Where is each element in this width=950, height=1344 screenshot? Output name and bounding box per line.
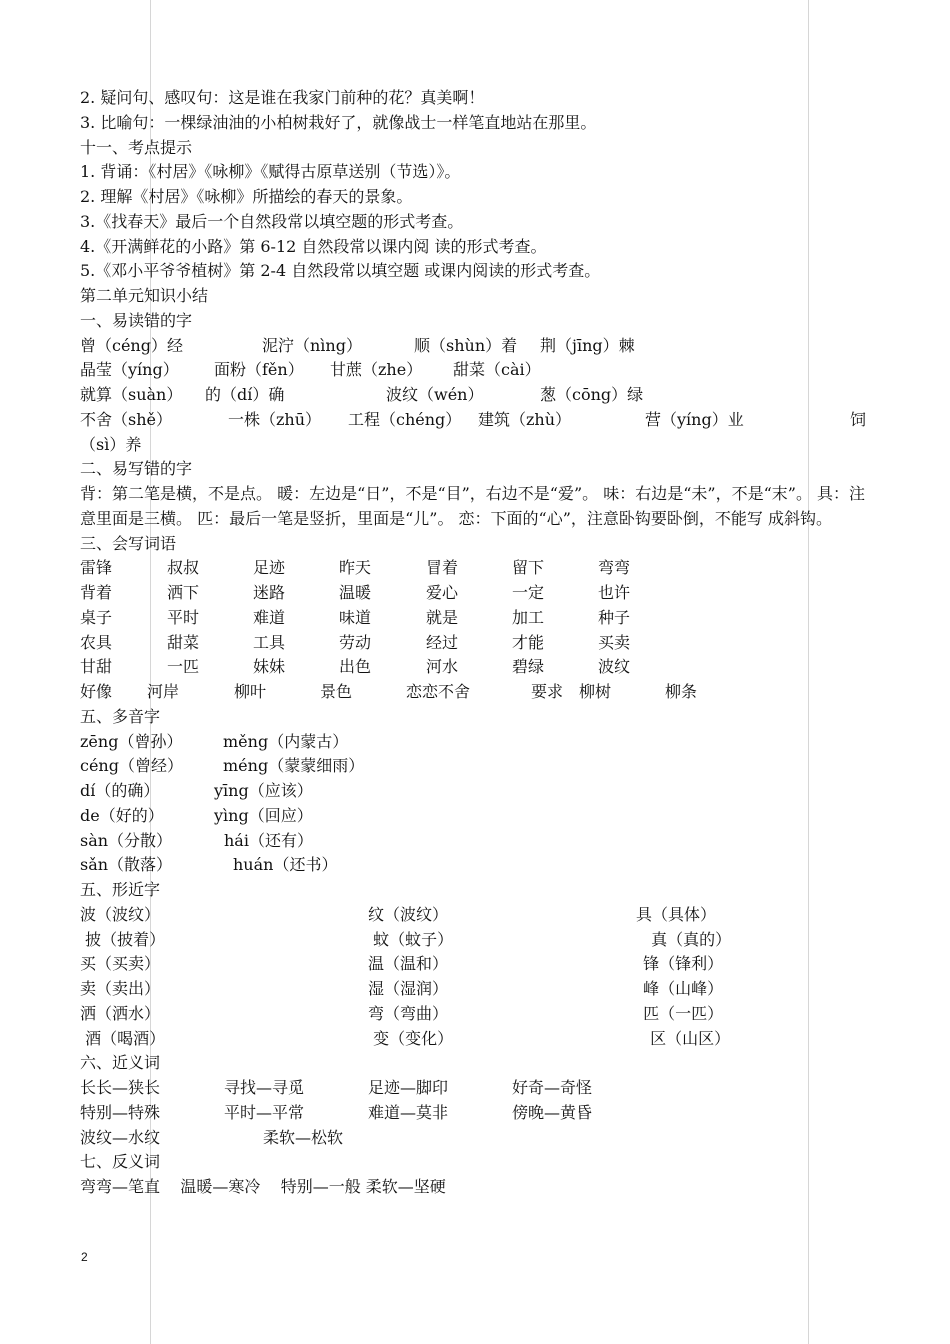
synonym-pair: 难道—莫非	[368, 1102, 449, 1122]
shape-item: 洒（洒水）	[80, 1003, 161, 1023]
words-row	[80, 606, 880, 631]
read-item: 一株（zhū）	[228, 409, 322, 429]
poly-row	[80, 779, 880, 804]
word: 出色	[339, 657, 372, 677]
text-line: 2. 疑问句、感叹句：这是谁在我家门前种的花？真美啊！	[80, 88, 485, 107]
synonym-pair: 好奇—奇怪	[512, 1078, 593, 1097]
page-number: 2	[81, 1250, 88, 1264]
word: 弯弯	[598, 558, 631, 578]
word: 加工	[512, 607, 545, 627]
word: 温暖	[339, 583, 372, 602]
word: 昨天	[339, 558, 372, 578]
poly-row	[80, 754, 880, 779]
word: 好像	[80, 682, 113, 701]
word: 柳树	[579, 682, 612, 701]
word: 劳动	[339, 632, 372, 652]
word: 恋恋不舍	[406, 682, 471, 701]
read-item: 工程（chéng）	[348, 409, 462, 429]
word: 雷锋	[80, 558, 113, 578]
shape-item: 弯（弯曲）	[368, 1003, 449, 1023]
poly-item: sǎn（散落）	[80, 855, 173, 875]
word: 难道	[253, 607, 286, 627]
read-item: 晶莹（yíng）	[80, 360, 179, 380]
shape-item: 锋（锋利）	[638, 954, 724, 974]
read-item: 葱（cōng）绿	[540, 385, 644, 404]
synonym-pair: 波纹—水纹	[80, 1127, 161, 1147]
word: 背着	[80, 583, 113, 602]
section-heading: 五、多音字	[80, 706, 161, 726]
synonym-row	[80, 1126, 880, 1151]
poly-item: hái（还有）	[224, 830, 313, 850]
text-line: 1. 背诵：《村居》《咏柳》《赋得古原草送别（节选）》。	[80, 162, 461, 182]
read-item: 曾（céng）经	[80, 335, 183, 355]
shape-item: 真（真的）	[646, 929, 732, 949]
read-item: 甜菜（cài）	[453, 360, 541, 380]
word: 买卖	[598, 632, 631, 652]
synonym-pair: 足迹—脚印	[368, 1078, 449, 1097]
read-item: 不舍（shě）	[80, 409, 172, 429]
word: 桌子	[80, 607, 113, 627]
synonym-pair: 长长—狭长	[80, 1078, 161, 1097]
section-heading: 七、反义词	[80, 1152, 161, 1172]
word: 景色	[320, 682, 353, 701]
words-row	[80, 655, 880, 680]
word: 也许	[598, 583, 631, 602]
unit-heading: 第二单元知识小结	[80, 286, 209, 305]
word: 爱心	[426, 583, 459, 602]
document-body	[80, 86, 880, 1200]
shape-item: 酒（喝酒）	[80, 1028, 166, 1048]
shape-row	[80, 1002, 880, 1027]
word: 种子	[598, 607, 631, 627]
synonym-row	[80, 1101, 880, 1126]
antonym-row: 弯弯—笔直 温暖—寒冷 特别—一般 柔软—坚硬	[80, 1177, 446, 1196]
read-item: 波纹（wén）	[386, 385, 484, 404]
shape-item: 匹（一匹）	[638, 1003, 724, 1023]
read-row	[80, 334, 880, 359]
text-line: 3.《找春天》最后一个自然段常以填空题的形式考查。	[80, 211, 464, 231]
words-row	[80, 631, 880, 656]
word: 才能	[512, 632, 545, 652]
word: 要求	[531, 682, 564, 701]
word: 河水	[426, 657, 459, 677]
poly-item: huán（还书）	[233, 855, 338, 875]
paragraph: 背：第二笔是横，不是点。 暖：左边是“日”，不是“目”，右边不是“爱”。 味：右边是“未”，不是“末”。 具：注意里面是三横。 匹：最后一笔是竖折，里面是“儿”。 恋：下面的“心”，注意卧钩要卧倒，不能写 成斜钩。	[80, 484, 866, 528]
read-row	[80, 408, 880, 433]
read-row-tail: （sì）养	[80, 434, 142, 454]
shape-item: 蚊（蚊子）	[368, 929, 454, 949]
shape-item: 湿（湿润）	[368, 979, 449, 998]
section-heading: 十一、考点提示	[80, 137, 193, 157]
shape-item: 具（具体）	[636, 904, 717, 924]
shape-row	[80, 1027, 880, 1052]
word: 碧绿	[512, 657, 545, 677]
shape-row	[80, 928, 880, 953]
synonym-pair: 平时—平常	[224, 1102, 305, 1122]
synonym-row	[80, 1076, 880, 1101]
shape-row	[80, 977, 880, 1002]
word: 留下	[512, 558, 545, 578]
shape-item: 峰（山峰）	[638, 979, 724, 998]
shape-item: 变（变化）	[368, 1028, 454, 1048]
synonym-pair: 寻找—寻觅	[224, 1078, 305, 1097]
synonym-pair: 柔软—松软	[263, 1127, 344, 1147]
text-line: 4.《开满鲜花的小路》第 6-12 自然段常以课内阅 读的形式考查。	[80, 236, 547, 256]
word: 洒下	[167, 583, 200, 602]
poly-row	[80, 853, 880, 878]
poly-row	[80, 804, 880, 829]
shape-item: 披（披着）	[80, 929, 166, 949]
shape-item: 买（买卖）	[80, 954, 161, 974]
read-item: 就算（suàn）	[80, 385, 183, 404]
word: 河岸	[147, 682, 180, 701]
poly-row	[80, 730, 880, 755]
synonym-pair: 特别—特殊	[80, 1102, 161, 1122]
poly-item: měng（内蒙古）	[223, 731, 349, 751]
words-row	[80, 680, 880, 705]
word: 经过	[426, 632, 459, 652]
poly-item: zēng（曾孙）	[80, 731, 183, 751]
word: 一匹	[167, 657, 200, 677]
read-item: 甘蔗（zhe）	[330, 360, 423, 380]
poly-item: sàn（分散）	[80, 830, 173, 850]
word: 工具	[253, 632, 286, 652]
poly-item: méng（蒙蒙细雨）	[223, 756, 365, 776]
read-item: 顺（shùn）着	[414, 335, 518, 355]
section-heading: 二、易写错的字	[80, 459, 193, 479]
word: 冒着	[426, 558, 459, 578]
poly-item: yìng（回应）	[214, 805, 313, 825]
read-row	[80, 358, 880, 383]
words-row	[80, 581, 880, 606]
read-item: 泥泞（nìng）	[262, 335, 362, 355]
read-item: 面粉（fěn）	[214, 360, 304, 380]
word: 平时	[167, 607, 200, 627]
text-line: 3. 比喻句：一棵绿油油的小柏树栽好了，就像战士一样笔直地站在那里。	[80, 112, 597, 132]
shape-item: 纹（波纹）	[368, 904, 449, 924]
text-line: 5.《邓小平爷爷植树》第 2-4 自然段常以填空题 或课内阅读的形式考查。	[80, 261, 601, 281]
poly-item: dí（的确）	[80, 781, 160, 800]
word: 柳叶	[234, 682, 267, 701]
word: 农具	[80, 632, 113, 652]
poly-item: céng（曾经）	[80, 756, 183, 776]
section-heading: 五、形近字	[80, 880, 161, 899]
word: 柳条	[665, 682, 698, 701]
word: 味道	[339, 607, 372, 627]
shape-row	[80, 903, 880, 928]
shape-item: 卖（卖出）	[80, 979, 161, 998]
poly-row	[80, 829, 880, 854]
word: 妹妹	[253, 657, 286, 677]
word: 就是	[426, 607, 459, 627]
word: 足迹	[253, 558, 286, 578]
section-heading: 一、易读错的字	[80, 310, 193, 330]
word: 甜菜	[167, 632, 200, 652]
word: 波纹	[598, 657, 631, 677]
read-item: 饲	[850, 409, 867, 429]
section-heading: 六、近义词	[80, 1053, 161, 1073]
read-item: 营（yíng）业	[645, 409, 744, 429]
shape-item: 波（波纹）	[80, 904, 161, 924]
read-item: 的（dí）确	[205, 385, 285, 404]
section-heading: 三、会写词语	[80, 533, 177, 553]
read-item: 建筑（zhù）	[478, 409, 572, 429]
word: 一定	[512, 583, 545, 602]
read-item: 荆（jīng）棘	[540, 335, 635, 355]
read-row	[80, 383, 880, 408]
synonym-pair: 傍晚—黄昏	[512, 1102, 593, 1122]
word: 甘甜	[80, 657, 113, 677]
poly-item: de（好的）	[80, 805, 164, 825]
word: 迷路	[253, 583, 286, 602]
word: 叔叔	[167, 558, 200, 578]
shape-row	[80, 952, 880, 977]
poly-item: yīng（应该）	[214, 781, 313, 800]
text-line: 2. 理解《村居》《咏柳》所描绘的春天的景象。	[80, 187, 413, 206]
words-row	[80, 556, 880, 581]
shape-item: 温（温和）	[368, 954, 449, 974]
shape-item: 区（山区）	[640, 1028, 731, 1048]
